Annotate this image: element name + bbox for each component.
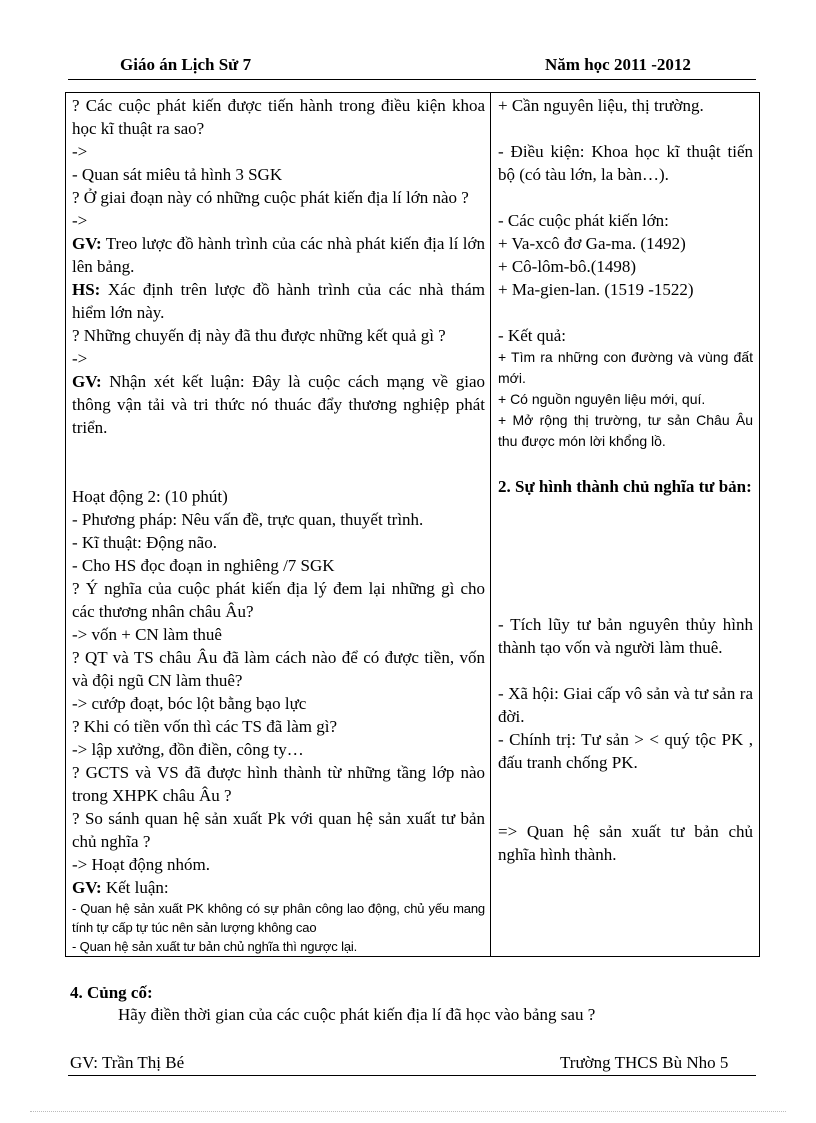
page-edge-divider <box>30 1111 786 1112</box>
left-text: ? Ý nghĩa của cuộc phát kiến địa lý đem lại những gì cho các thương nhân châu Âu? <box>72 579 485 621</box>
conclusion-text: - Quan hệ sản xuất PK không có sự phân công lao động, chủ yếu mang tính tự cấp tự túc nên sản lượng không cao <box>72 901 485 935</box>
left-text: - Cho HS đọc đoạn in nghiêng /7 SGK <box>72 556 335 575</box>
activity-2-title: Hoạt động 2: (10 phút) <box>72 487 228 506</box>
right-text: - Xã hội: Giai cấp vô sản và tư sản ra đời. <box>498 684 753 726</box>
left-text: ? QT và TS châu Âu đã làm cách nào để có được tiền, vốn và đội ngũ CN làm thuê? <box>72 648 485 690</box>
header-rule <box>68 79 756 80</box>
result-item: + Có nguồn nguyên liệu mới, quí. <box>498 391 706 407</box>
gv-label: GV: <box>72 372 102 391</box>
teacher-note <box>66 232 490 278</box>
left-text: -> <box>72 349 88 368</box>
gv-text: Kết luận: <box>101 878 169 897</box>
left-text: ? Các cuộc phát kiến được tiến hành trong điều kiện khoa học kĩ thuật ra sao? <box>72 96 485 138</box>
right-text: - Tích lũy tư bản nguyên thủy hình thành tạo vốn và người làm thuê. <box>498 615 753 657</box>
left-text: - Quan sát miêu tả hình 3 SGK <box>72 165 283 184</box>
left-text: ? So sánh quan hệ sản xuất Pk với quan hệ sản xuất tư bản chủ nghĩa ? <box>72 809 485 851</box>
right-text: - Các cuộc phát kiến lớn: <box>498 211 669 230</box>
right-text: - Điều kiện: Khoa học kĩ thuật tiến bộ (có tàu lớn, la bàn…). <box>498 142 753 184</box>
teacher-note <box>66 370 490 439</box>
hs-label: HS: <box>72 280 101 299</box>
right-text: => Quan hệ sản xuất tư bản chủ nghĩa hình thành. <box>498 822 753 864</box>
left-text: ? Khi có tiền vốn thì các TS đã làm gì? <box>72 717 338 736</box>
left-text: -> <box>72 142 88 161</box>
teacher-note <box>66 876 490 899</box>
left-text: -> cướp đoạt, bóc lột bằng bạo lực <box>72 694 307 713</box>
footer-school-page: Trường THCS Bù Nho 5 <box>560 1053 729 1072</box>
lesson-table <box>65 92 760 957</box>
left-text: -> vốn + CN làm thuê <box>72 625 222 644</box>
footer-rule <box>68 1075 756 1076</box>
left-text: ? Ở giai đoạn này có những cuộc phát kiến địa lí lớn nào ? <box>72 188 469 207</box>
right-text: - Chính trị: Tư sản > < quý tộc PK , đấu tranh chống PK. <box>498 730 753 772</box>
conclusion-text: - Quan hệ sản xuất tư bản chủ nghĩa thì ngược lại. <box>72 939 358 954</box>
activities-column <box>66 93 491 957</box>
gv-text: Treo lược đồ hành trình của các nhà phát kiến địa lí lớn lên bảng. <box>72 234 485 276</box>
left-text: -> Hoạt động nhóm. <box>72 855 211 874</box>
gv-text: Nhận xét kết luận: Đây là cuộc cách mạng về giao thông vận tải và tri thức nó thuác đẩy thương nghiệp phát triển. <box>72 372 485 437</box>
section-4-title: 4. Củng cố: <box>70 983 153 1002</box>
content-column <box>491 93 760 957</box>
left-text: ? Những chuyến đị này đã thu được những kết quả gì ? <box>72 326 446 345</box>
left-text: -> <box>72 211 88 230</box>
right-text: + Cô-lôm-bô.(1498) <box>498 257 637 276</box>
hs-text: Xác định trên lược đồ hành trình của các nhà thám hiểm lớn này. <box>72 280 485 322</box>
section-4-question: Hãy điền thời gian của các cuộc phát kiến địa lí đã học vào bảng sau ? <box>118 1005 596 1024</box>
left-text: ? GCTS và VS đã được hình thành từ những tầng lớp nào trong XHPK châu Âu ? <box>72 763 485 805</box>
header-title: Giáo án Lịch Sử 7 <box>120 55 252 74</box>
left-text: - Phương pháp: Nêu vấn đề, trực quan, thuyết trình. <box>72 510 424 529</box>
left-text: -> lập xưởng, đồn điền, công ty… <box>72 740 304 759</box>
gv-label: GV: <box>72 878 102 897</box>
result-item: + Mở rộng thị trường, tư sản Châu Âu thu được món lời khổng lồ. <box>498 412 753 449</box>
right-text: + Va-xcô đơ Ga-ma. (1492) <box>498 234 686 253</box>
left-text: - Kĩ thuật: Động não. <box>72 533 217 552</box>
gv-label: GV: <box>72 234 102 253</box>
right-text: + Ma-gien-lan. (1519 -1522) <box>498 280 694 299</box>
header-school-year: Năm học 2011 -2012 <box>545 55 691 74</box>
result-item: + Tìm ra những con đường và vùng đất mới. <box>498 349 753 386</box>
student-note <box>66 278 490 324</box>
footer-teacher: GV: Trần Thị Bé <box>70 1053 185 1072</box>
section-2-heading: 2. Sự hình thành chủ nghĩa tư bản: <box>498 477 752 496</box>
table-row <box>66 93 760 957</box>
right-text: + Cần nguyên liệu, thị trường. <box>498 96 704 115</box>
right-text: - Kết quả: <box>498 326 566 345</box>
